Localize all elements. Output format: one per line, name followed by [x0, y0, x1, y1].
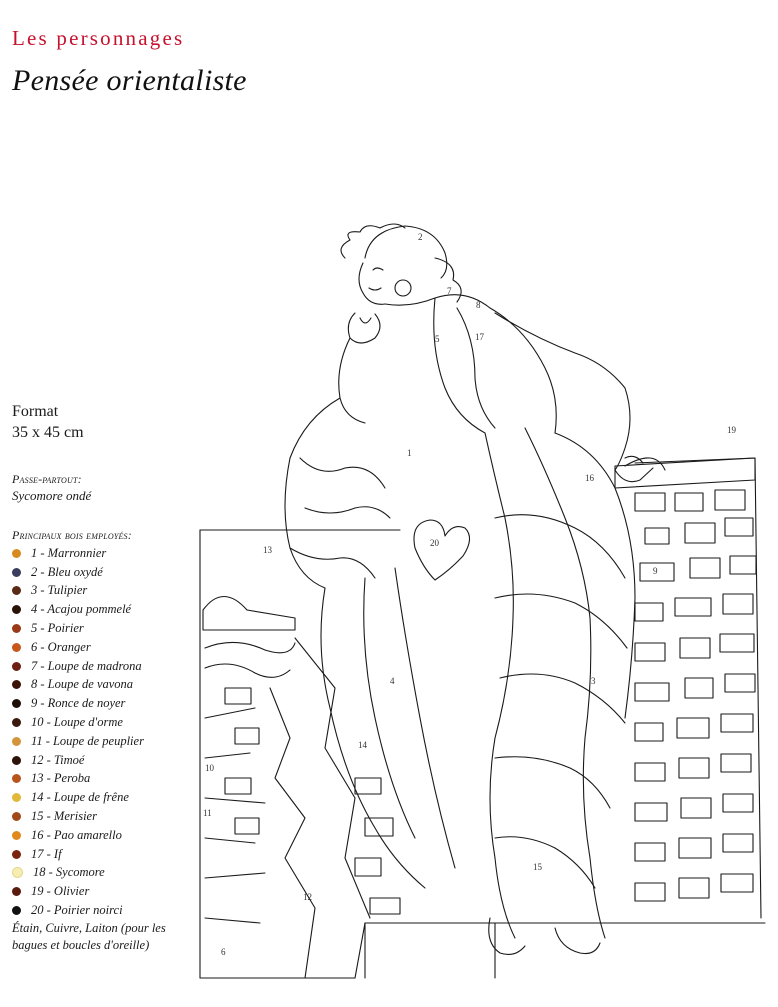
wood-name: 7 - Loupe de madrona — [31, 658, 142, 673]
page-title: Pensée orientaliste — [12, 64, 247, 97]
region-label: 14 — [358, 740, 367, 750]
wood-name: 14 - Loupe de frêne — [31, 790, 129, 805]
wood-name: 2 - Bleu oxydé — [31, 564, 103, 579]
wood-name: 8 - Loupe de vavona — [31, 677, 134, 692]
region-label: 19 — [727, 425, 736, 435]
wood-item — [12, 582, 144, 601]
wood-item — [12, 882, 144, 901]
wood-name: 17 - If — [31, 846, 62, 861]
wood-item — [12, 713, 144, 732]
woods-legend — [12, 544, 144, 920]
format-block — [12, 401, 84, 443]
wood-item — [12, 864, 144, 883]
wood-swatch — [12, 605, 21, 614]
region-label: 13 — [263, 545, 272, 555]
wood-item — [12, 901, 144, 920]
section-heading: Les personnages — [12, 26, 185, 50]
wood-name: 6 - Oranger — [31, 639, 91, 654]
wood-name: 18 - Sycomore — [33, 865, 105, 880]
wood-name: 1 - Marronnier — [31, 545, 107, 560]
wood-name: 20 - Poirier noirci — [31, 903, 123, 918]
format-label: Format — [12, 403, 59, 420]
region-label: 3 — [591, 676, 596, 686]
passe-partout-label: Passe-partout: — [12, 472, 82, 486]
wood-name: 19 - Olivier — [31, 884, 90, 899]
passe-partout-value: Sycomore ondé — [12, 488, 92, 503]
format-size: 35 x 45 cm — [12, 424, 84, 441]
wood-swatch — [12, 867, 23, 878]
wood-item — [12, 563, 144, 582]
wood-swatch — [12, 699, 21, 708]
wood-item — [12, 657, 144, 676]
region-label: 11 — [203, 808, 212, 818]
wood-item — [12, 807, 144, 826]
wood-item — [12, 770, 144, 789]
wood-name: 10 - Loupe d'orme — [31, 715, 123, 730]
region-label: 16 — [585, 473, 594, 483]
metals-note: Étain, Cuivre, Laiton (pour les bagues et boucles d'oreille) — [12, 921, 166, 952]
wood-name: 4 - Acajou pommelé — [31, 602, 132, 617]
wood-swatch — [12, 906, 21, 915]
region-label: 4 — [390, 676, 395, 686]
wood-swatch — [12, 718, 21, 727]
wood-name: 5 - Poirier — [31, 621, 84, 636]
region-label: 1 — [407, 448, 412, 458]
region-label: 9 — [653, 566, 658, 576]
region-label: 17 — [475, 332, 484, 342]
wood-name: 9 - Ronce de noyer — [31, 696, 126, 711]
wood-swatch — [12, 643, 21, 652]
wood-name: 13 - Peroba — [31, 771, 91, 786]
wood-swatch — [12, 756, 21, 765]
region-label: 8 — [476, 300, 481, 310]
wood-item — [12, 694, 144, 713]
wood-swatch — [12, 887, 21, 896]
woods-heading: Principaux bois employés: — [12, 528, 132, 542]
wood-swatch — [12, 586, 21, 595]
wood-swatch — [12, 568, 21, 577]
wood-swatch — [12, 812, 21, 821]
region-label: 12 — [303, 892, 312, 902]
wood-swatch — [12, 850, 21, 859]
wood-swatch — [12, 774, 21, 783]
wood-item — [12, 751, 144, 770]
region-label: 7 — [447, 286, 452, 296]
wood-item — [12, 845, 144, 864]
wood-swatch — [12, 831, 21, 840]
wood-name: 15 - Merisier — [31, 809, 97, 824]
wood-item — [12, 826, 144, 845]
marquetry-line-drawing — [195, 218, 775, 988]
wood-item — [12, 544, 144, 563]
region-label: 2 — [418, 232, 423, 242]
wood-name: 12 - Timoé — [31, 752, 85, 767]
wood-item — [12, 600, 144, 619]
region-label: 10 — [205, 763, 214, 773]
wood-item — [12, 676, 144, 695]
region-label: 6 — [221, 947, 226, 957]
region-label: 5 — [435, 334, 440, 344]
wood-item — [12, 788, 144, 807]
wood-swatch — [12, 793, 21, 802]
region-label: 15 — [533, 862, 542, 872]
wood-name: 11 - Loupe de peuplier — [31, 733, 144, 748]
wood-item — [12, 638, 144, 657]
wood-swatch — [12, 737, 21, 746]
region-label: 20 — [430, 538, 439, 548]
wood-item — [12, 619, 144, 638]
wood-swatch — [12, 549, 21, 558]
wood-swatch — [12, 624, 21, 633]
wood-name: 16 - Pao amarello — [31, 827, 122, 842]
wood-name: 3 - Tulipier — [31, 583, 88, 598]
wood-swatch — [12, 680, 21, 689]
wood-item — [12, 732, 144, 751]
wood-swatch — [12, 662, 21, 671]
